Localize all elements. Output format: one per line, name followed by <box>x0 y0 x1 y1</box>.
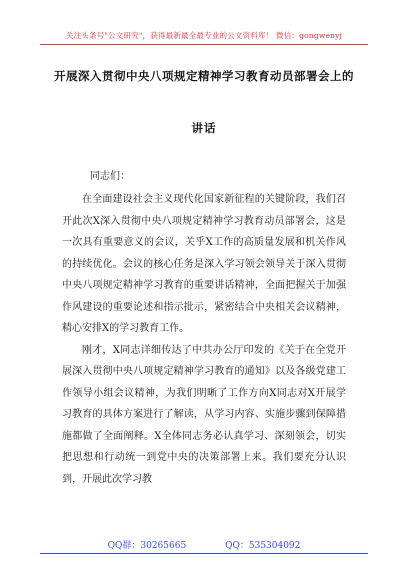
document-title: 开展深入贯彻中央八项规定精神学习教育动员部署会上的 <box>54 69 354 83</box>
salutation: 同志们： <box>90 171 130 182</box>
paragraph: 刚才，X同志详细传达了中共办公厅印发的《关于在全党开展深入贯彻中央八项规定精神学习教育的通知》以及各级党建工作领导小组会议精神，为我们明晰了工作方向X同志对X开展学习教育的具体方案进行了解读，从学习内容、实施步骤到保障措施都做了全面阐释。X全体同志务必认真学习、深刻领会，切实把思想和行动统一到党中央的决策部署上来。我们要充分认识到，开展此次学习教 <box>62 344 346 485</box>
paragraph: 在全面建设社会主义现代化国家新征程的关键阶段，我们召开此次X深入贯彻中央八项规定精神学习教育动员部署会，这是一次具有重要意义的会议，关乎X工作的高质量发展和机关作风的持续优化。会议的核心任务是深入学习领会领导关于深入贯彻中央八项规定精神学习教育的重要讲话精神，全面把握关于加强作风建设的重要论述和指示批示，紧密结合中央相关会议精神，精心安排X的学习教育工作。 <box>62 194 346 334</box>
document-body <box>62 189 346 490</box>
footer-qq: QQ：535304092 <box>225 541 301 551</box>
document-subtitle: 讲话 <box>191 121 217 135</box>
footer-qq-group: QQ群：30265665 <box>107 541 187 551</box>
footer <box>0 538 408 551</box>
footer-divider <box>40 553 368 554</box>
header-note: 关注头条号"公文研究"，获得最新最全最专业的公文资料库！ 微信：gongwenyj <box>65 31 343 40</box>
header-divider <box>40 44 368 45</box>
